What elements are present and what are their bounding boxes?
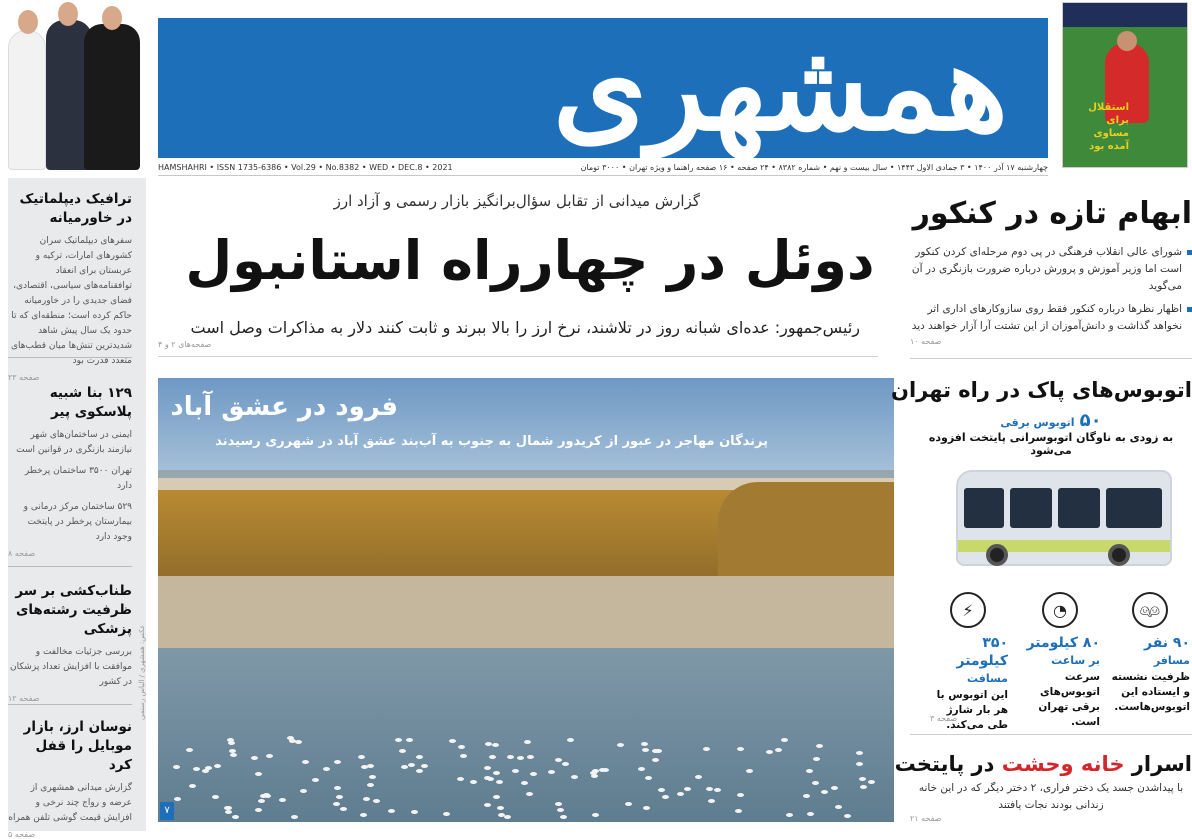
sidebar-item-page: صفحه ۱۲	[8, 694, 40, 703]
bird	[746, 769, 753, 773]
bus-kicker	[910, 410, 1192, 431]
bird	[336, 795, 343, 799]
bird	[443, 812, 450, 816]
sidebar-divider	[8, 704, 132, 705]
sidebar-divider	[8, 566, 132, 567]
sidebar-item-text: ایمنی در ساختمان‌های شهر نیازمند بازنگری در قوانین است	[16, 430, 132, 455]
sports-header-bar	[1063, 3, 1188, 27]
stat-unit: مسافت	[967, 672, 1008, 685]
bird	[458, 745, 465, 749]
sports-player-head	[1117, 31, 1137, 51]
stat-number: ۹۰ نفر	[1143, 635, 1190, 651]
bird	[484, 803, 491, 807]
bird	[831, 786, 838, 790]
dateline-persian: چهارشنبه ۱۷ آذر ۱۴۰۰ • ۳ جمادی الاول ۱۴۴۳ • سال بیست و نهم • شماره ۸۳۸۲ • ۲۴ صفحه • ۱۶ صفحه راهنما و ویژه تهران • ۳۰۰۰ تومان	[580, 163, 1048, 172]
right-divider	[910, 358, 1192, 359]
bird	[521, 781, 528, 785]
bird	[334, 760, 341, 764]
sidebar-item-text: ۵۲۹ ساختمان مرکز درمانی و بیمارستان پرخطر در پایتخت وجود دارد	[23, 502, 132, 542]
bus-window	[964, 488, 1004, 528]
bird	[524, 740, 531, 744]
bird	[340, 807, 347, 811]
bird	[395, 738, 402, 742]
bird	[803, 794, 810, 798]
bird	[449, 739, 456, 743]
stat-text: سرعت اتوبوس‌های برقی تهران است.	[1038, 671, 1100, 728]
bird	[599, 768, 606, 772]
sidebar-item-text: سفرهای دیپلماتیک سران کشورهای امارات، ترکیه و عربستان برای انعقاد توافقنامه‌های سیاسی، اقتصادی، فضای جدیدی را در خاورمیانه حاکم کرده است؛ منطقه‌ای که تا حدود یک سال پیش شاهد شدیدترین تنش‌ها میان قطب‌های متعدد قدرت بود	[10, 236, 132, 366]
sidebar-item-text: تهران ۳۵۰۰ ساختمان پرخطر دارد	[24, 466, 132, 491]
bird	[399, 749, 406, 753]
bird	[367, 783, 374, 787]
leader-head	[102, 6, 122, 30]
bird	[844, 814, 851, 818]
masthead-logo	[158, 18, 1048, 158]
bus-wheel	[986, 544, 1008, 566]
asrar-title-highlight: خانه وحشت	[1001, 752, 1125, 776]
bird	[266, 754, 273, 758]
bird	[408, 763, 415, 767]
lead-subhead: رئیس‌جمهور: عده‌ای شبانه روز در تلاشند، نرخ ارز را بالا ببرند و ثابت کنند دلار به مذاکرات وصل است	[190, 318, 860, 337]
bird	[658, 788, 665, 792]
bird	[255, 808, 262, 812]
bird	[807, 812, 814, 816]
asrar-title	[894, 752, 1192, 776]
bird	[703, 747, 710, 751]
asrar-title-part: اسرار	[1131, 752, 1192, 776]
bus-story[interactable]	[891, 378, 1192, 457]
bird	[470, 780, 477, 784]
bird	[821, 790, 828, 794]
bus-window	[1058, 488, 1100, 528]
bird	[484, 776, 491, 780]
bird	[205, 766, 212, 770]
bird	[643, 806, 650, 810]
bus-stat-capacity	[1110, 592, 1190, 715]
bird	[489, 755, 496, 759]
lead-page-ref: صفحه‌های ۲ و ۴	[158, 340, 212, 349]
bird	[485, 742, 492, 746]
bird	[291, 815, 298, 819]
stat-text: این اتوبوس با هر بار شارژ طی می‌کند.	[936, 689, 1008, 731]
bird	[255, 772, 262, 776]
dateline-english: HAMSHAHRI • ISSN 1735-6386 • Vol.29 • No.8382 • WED • DEC.8 • 2021	[158, 163, 453, 172]
photo-page-badge: ۷	[160, 802, 174, 820]
lead-photo[interactable]	[158, 378, 894, 822]
bird	[388, 809, 395, 813]
sports-supplement-thumbnail[interactable]	[1062, 2, 1188, 168]
bird	[287, 736, 294, 740]
bus-kicker-number: ۵۰	[1079, 410, 1102, 431]
bird	[591, 774, 598, 778]
leader-figure	[8, 30, 46, 170]
asrar-text: با پیداشدن جسد یک دختر فراری، ۲ دختر دیگر که در این خانه زندانی بودند نجات یافتند	[918, 782, 1184, 811]
bird	[251, 756, 258, 760]
bus-window	[1106, 488, 1162, 528]
photo-credit: عکس: همشهری / الیاس رستمی	[138, 624, 146, 720]
sidebar-item-page: صفحه ۸	[8, 549, 36, 558]
bird	[548, 770, 555, 774]
lead-headline[interactable]: دوئل در چهارراه استانبول	[185, 229, 875, 292]
stat-text: ظرفیت نشسته و ایستاده این اتوبوس‌هاست.	[1111, 671, 1190, 713]
sidebar-item-title: ۱۲۹ بنا شبیه پلاسکوی پیر	[49, 385, 132, 420]
sidebar-item-text: گزارش میدانی همشهری از عرضه و رواج چند نرخی و افزایش قیمت گوشی تلفن همراه	[8, 783, 132, 823]
sports-caption: استقلال برای مساوی آمده بود	[1088, 102, 1129, 152]
konkur-story[interactable]	[910, 192, 1192, 346]
dateline	[158, 160, 1048, 176]
passengers-icon: 👫︎	[1132, 592, 1168, 628]
stat-unit: مسافر	[1153, 654, 1190, 667]
bird	[737, 747, 744, 751]
charger-icon: ⚡︎	[950, 592, 986, 628]
sidebar-item-title: طناب‌کشی بر سر ظرفیت رشته‌های پزشکی	[15, 583, 132, 637]
bird	[401, 765, 408, 769]
asrar-story[interactable]	[894, 752, 1192, 823]
bird	[677, 792, 684, 796]
speedometer-icon: ◔	[1042, 592, 1078, 628]
bird	[662, 795, 669, 799]
bird	[856, 762, 863, 766]
bus-window	[1010, 488, 1052, 528]
bird	[263, 793, 270, 797]
bus-page-ref: صفحه ۳	[930, 714, 958, 723]
bird	[173, 765, 180, 769]
bird	[835, 805, 842, 809]
bus-title: اتوبوس‌های پاک در راه تهران	[891, 378, 1192, 402]
bird	[708, 799, 715, 803]
bird	[460, 754, 467, 758]
bird	[497, 806, 504, 810]
bird	[416, 755, 423, 759]
bird	[360, 813, 367, 817]
bird	[334, 786, 341, 790]
sidebar-divider	[8, 357, 132, 358]
leader-head	[18, 10, 38, 34]
asrar-title-part: در پایتخت	[894, 752, 995, 776]
sidebar-item[interactable]	[8, 190, 132, 382]
lead-divider	[158, 356, 878, 357]
konkur-page-ref: صفحه ۱۰	[910, 337, 942, 346]
bird	[775, 748, 782, 752]
lead-kicker: گزارش میدانی از تقابل سؤال‌برانگیز بازار رسمی و آزاد ارز	[333, 192, 700, 210]
photo-mudflat	[158, 576, 894, 650]
sidebar-item-title: ترافیک دیپلماتیک در خاورمیانه	[19, 191, 132, 226]
konkur-title: ابهام تازه در کنکور	[912, 196, 1192, 231]
bird	[358, 755, 365, 759]
stat-unit: بر ساعت	[1051, 654, 1100, 667]
bird	[592, 813, 599, 817]
bus-kicker-text: اتوبوس برقی	[1000, 416, 1075, 429]
bird	[174, 797, 181, 801]
bird	[860, 785, 867, 789]
right-divider	[910, 734, 1192, 735]
electric-bus-illustration	[956, 470, 1172, 566]
bird	[530, 772, 537, 776]
sidebar-item[interactable]	[8, 582, 132, 703]
bird	[279, 798, 286, 802]
sidebar-item-text: بررسی جزئیات مخالفت و موافقت با افزایش تعداد پزشکان در کشور	[9, 647, 132, 687]
stat-number: ۸۰ کیلومتر	[1026, 635, 1100, 651]
leader-head	[58, 2, 78, 26]
konkur-bullet: شورای عالی انقلاب فرهنگی در پی دوم مرحله‌ای کردن کنکور است اما وزیر آموزش و پرورش درباره ضرورت بازنگری در آن می‌گوید	[910, 244, 1192, 295]
stat-number: ۳۵۰ کیلومتر	[956, 635, 1008, 669]
sidebar-item-page: صفحه ۵	[8, 830, 36, 839]
bird	[737, 793, 744, 797]
bird	[645, 776, 652, 780]
bus-wheel	[1108, 544, 1130, 566]
bird	[507, 755, 514, 759]
bird	[527, 755, 534, 759]
bird	[373, 799, 380, 803]
sidebar-item-page: صفحه ۲۳	[8, 373, 40, 382]
bus-stat-range	[928, 592, 1008, 733]
photo-title: فرود در عشق آباد	[170, 392, 398, 422]
leaders-photo	[0, 0, 150, 178]
bird	[493, 771, 500, 775]
bus-stat-speed	[1020, 592, 1100, 730]
sidebar-item[interactable]	[8, 384, 132, 558]
photo-caption: پرندگان مهاجر در عبور از کریدور شمال به جنوب به آب‌بند عشق آباد در شهرری رسیدند	[215, 434, 768, 449]
bus-deck: به زودی به ناوگان اتوبوسرانی پایتخت افزوده می‌شود	[928, 431, 1174, 457]
bird	[300, 789, 307, 793]
masthead-title: همشهری	[552, 18, 1008, 158]
sidebar-item-title: نوسان ارز، بازار موبایل را قفل کرد	[23, 719, 132, 773]
konkur-bullet: اظهار نظرها درباره کنکور فقط روی سازوکارهای اداری اثر نخواهد گذاشت و دانش‌آموزان از این تشتت آرا آزار خواهند دید	[910, 301, 1192, 335]
sidebar-item[interactable]	[8, 718, 132, 839]
bird	[230, 753, 237, 757]
asrar-page-ref: صفحه ۲۱	[910, 814, 942, 823]
leader-figure	[84, 24, 140, 170]
